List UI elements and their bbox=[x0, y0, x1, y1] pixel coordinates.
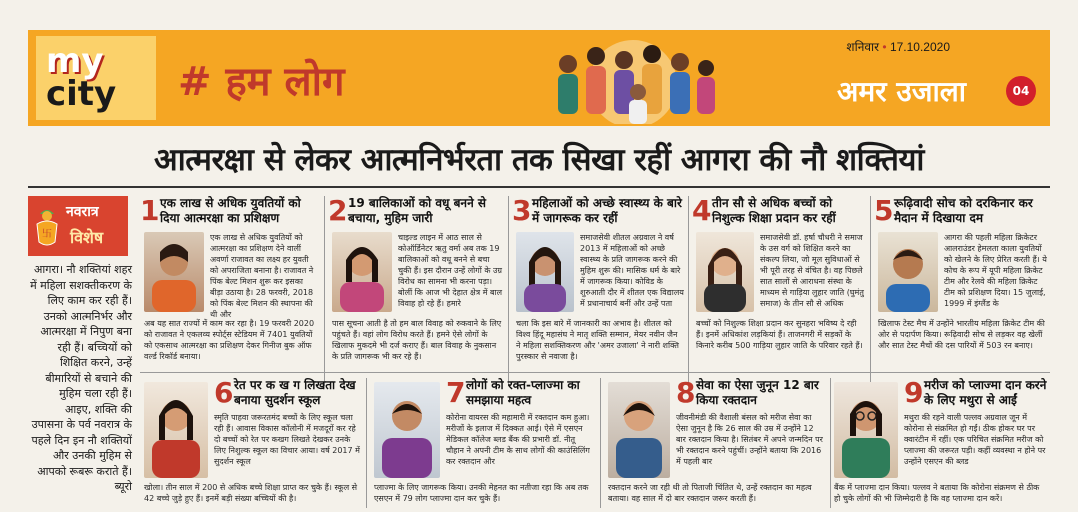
portrait-photo bbox=[516, 232, 574, 312]
portrait-photo bbox=[332, 232, 392, 312]
people-illustration-icon bbox=[538, 34, 728, 124]
article-title: रूढ़िवादी सोच को दरकिनार कर मैदान में दिखाया दम bbox=[894, 196, 1033, 225]
bullet-icon: • bbox=[882, 40, 887, 54]
issue-date: 17.10.2020 bbox=[889, 40, 950, 54]
person-icon bbox=[374, 382, 440, 478]
newspaper-brand: अमर उजाला bbox=[837, 75, 966, 108]
intro-text: आगरा। नौ शक्तियां शहर में महिला सशक्तीकरण के लिए काम कर रही हैं। उनको आत्मनिर्भर और आत्मरक्षा में निपुण बना रही हैं। बच्चियों को शिक्षित करने, उन्हें बीमारियों से बचाने की मुहिम चला रही हैं। आइए, शक्ति की उपासना के पर्व नवरात्र के पहले दिन इन नौ शक्तियों और उनकी मुहिम से आपको रूबरू कराते हैं। ब्यूरो bbox=[30, 263, 132, 493]
article-number: 4 bbox=[692, 196, 712, 227]
section-hashtag: # हम लोग bbox=[178, 59, 345, 105]
column-divider bbox=[688, 196, 689, 386]
article-number: 1 bbox=[140, 196, 160, 227]
column-divider bbox=[324, 196, 325, 386]
navratri-badge bbox=[28, 196, 128, 256]
article-body: कोरोना वायरस की महामारी में रक्तदान कम हुआ। मरीजों के इलाज में दिक्कत आई। ऐसे में एसएन मेडिकल कॉलेज ब्लड बैंक की प्रभारी डॉ. नीतू चौहान ने अपनी टीम के साथ लोगों की काउंसिलिंग कर रक्तदान और bbox=[446, 413, 590, 466]
article-4 bbox=[692, 196, 868, 396]
portrait-photo bbox=[608, 382, 670, 478]
portrait-photo bbox=[834, 382, 898, 478]
article-title: 19 बालिकाओं को वधू बनने से बचाया, मुहिम जारी bbox=[348, 196, 487, 225]
article-title: महिलाओं को अच्छे स्वास्थ्य के बारे में जागरूक कर रहीं bbox=[532, 196, 682, 225]
article-body: चाइल्ड लाइन में आठ साल से कोऑर्डिनेटर ऋतु वर्मा अब तक 19 बालिकाओं को वधू बनने से बचा चुकी हैं। इस दौरान उन्हें लोगों के उग्र विरोध का सामना भी करना पड़ा। बोलीं कि आज भी देहात क्षेत्र में बाल विवाह हो रहे हैं। हमारे bbox=[398, 233, 503, 308]
article-body-cont: बैंक में प्लाज्मा दान किया। पल्लव ने बताया कि कोरोना संक्रमण से ठीक हो चुके लोगों की भी जिम्मेदारी है कि वह प्लाज्मा दान करें। bbox=[834, 483, 1040, 503]
headline-divider bbox=[28, 186, 1050, 188]
article-number: 6 bbox=[214, 378, 234, 409]
main-headline: आत्मरक्षा से लेकर आत्मनिर्भरता तक सिखा रहीं आगरा की नौ शक्तियां bbox=[154, 142, 924, 178]
badge-line2: विशेष bbox=[70, 228, 104, 247]
article-title: एक लाख से अधिक युवतियों को दिया आत्मरक्षा का प्रशिक्षण bbox=[160, 196, 301, 225]
article-number: 5 bbox=[874, 196, 894, 227]
person-icon bbox=[144, 382, 208, 478]
article-title: रेत पर क ख ग लिखता देख बनाया सुदर्शन स्कूल bbox=[234, 378, 356, 407]
article-body: मथुरा की रहने वाली पल्लव अग्रवाल जून में कोरोना से संक्रमित हो गईं। ठीक होकर घर पर क्वारंटीन में रहीं। एक परिचित संक्रमित मरीज को प्लाज्मा की जरूरत पड़ी। कहीं व्यवस्था न होने पर उन्होंने एसएन की ब्लड bbox=[904, 413, 1046, 466]
column-divider bbox=[600, 378, 601, 508]
article-body-cont: अब यह सात राज्यों में काम कर रहा है। 19 फरवरी 2020 को राजावत ने एकलव्य स्पोर्ट्स स्टेडियम में 7401 युवतियों को एकसाथ आत्मरक्षा का प्रशिक्षण देकर गिनीज बुक ऑफ वर्ल्ड रिकॉर्ड बनाया। bbox=[144, 319, 315, 361]
kalash-icon bbox=[32, 204, 62, 248]
person-icon bbox=[878, 232, 938, 312]
portrait-photo bbox=[374, 382, 440, 478]
article-body-cont: प्लाज्मा के लिए जागरूक किया। उनकी मेहनत का नतीजा रहा कि अब तक एसएन में 79 लोग प्लाज्मा दान कर चुके हैं। bbox=[374, 483, 589, 503]
article-title: तीन सौ से अधिक बच्चों को निशुल्क शिक्षा प्रदान कर रहीं bbox=[712, 196, 836, 225]
article-body-cont: बच्चों को निशुल्क शिक्षा प्रदान कर सुनहरा भविष्य दे रही हैं। इनमें अधिकांश लड़कियां हैं। ताजनगरी में सड़कों के किनारे करीब 500 गाड़िया लुहार जाति के परिवार रहते हैं। bbox=[696, 319, 863, 350]
masthead bbox=[28, 30, 1050, 126]
article-body-cont: चला कि इस बारे में जानकारी का अभाव है। शीतल को विश्व हिंदू महासंघ ने मातृ शक्ति सम्मान, मेयर नवीन जैन ने महिला सशक्तिकरण और 'अमर उजाला' ने नारी शक्ति पुरस्कार से नवाजा है। bbox=[516, 319, 679, 361]
person-icon bbox=[608, 382, 670, 478]
person-icon bbox=[144, 232, 204, 312]
dateline bbox=[846, 38, 950, 55]
article-1 bbox=[140, 196, 320, 396]
portrait-photo bbox=[878, 232, 938, 312]
person-icon bbox=[332, 232, 392, 312]
article-3 bbox=[512, 196, 686, 396]
issue-day: शनिवार bbox=[846, 40, 880, 54]
portrait-photo bbox=[696, 232, 754, 312]
article-title: लोगों को रक्त-प्लाज्मा का समझाया महत्व bbox=[466, 378, 580, 407]
article-9 bbox=[834, 378, 1050, 512]
article-body: समाजसेवी डॉ. हर्षा चौधरी ने समाज के उस वर्ग को शिक्षित करने का संकल्प लिया, जो मूल सुविधाओं से भी पूरी तरह से वंचित है। वह पिछले सात सालों से आराधना संस्था के माध्यम से गाड़िया लुहार जाति (घुमंतु समाज) के तीन सौ से अधिक bbox=[760, 233, 864, 308]
article-8 bbox=[604, 378, 826, 512]
article-7 bbox=[370, 378, 596, 512]
column-divider bbox=[870, 196, 871, 386]
column-divider bbox=[366, 378, 367, 508]
portrait-photo bbox=[144, 382, 208, 478]
article-number: 9 bbox=[904, 378, 924, 409]
person-icon bbox=[696, 232, 754, 312]
column-divider bbox=[830, 378, 831, 508]
article-title: सेवा का ऐसा जुनून 12 बार किया रक्तदान bbox=[696, 378, 819, 407]
logo-city: city bbox=[46, 74, 117, 114]
article-6 bbox=[140, 378, 362, 512]
person-icon bbox=[516, 232, 574, 312]
logo-my: my bbox=[46, 41, 104, 81]
article-body-cont: रक्तदान करने जा रही थी तो पिताजी चिंतित थे, उन्हें रक्तदान का महत्व बताया। वह साल में दो बार रक्तदान जरूर करती हैं। bbox=[608, 483, 812, 503]
article-title: मरीज को प्लाज्मा दान करने के लिए मथुरा से आईं bbox=[924, 378, 1047, 407]
article-body-cont: खोला। तीन साल में 200 से अधिक बच्चे शिक्षा प्राप्त कर चुके हैं। स्कूल से 42 बच्चे जुड़े हुए हैं। इनमें बड़ी संख्या बच्चियों की है। bbox=[144, 483, 358, 503]
portrait-photo bbox=[144, 232, 204, 312]
article-body: जीवनीमंडी की वैशाली बंसल को मरीज सेवा का ऐसा जुनून है कि 26 साल की उम्र में उन्होंने 12 बार रक्तदान किया है। सितंबर में अपने जन्मदिन पर भी रक्तदान करने पहुंचीं। उन्होंने बताया कि 2016 में पहली बार bbox=[676, 413, 823, 466]
article-2 bbox=[328, 196, 506, 396]
article-body: स्मृति पाहवा जरूरतमंद बच्चों के लिए स्कूल चला रही हैं। आवास विकास कॉलोनी में मजदूरों कर रहे दो बच्चों को रेत पर कखग लिखते देखकर उनके लिए निशुल्क स्कूल का विचार आया। वर्ष 2017 में सुदर्शन स्कूल bbox=[214, 413, 360, 466]
article-body: आगरा की पहली महिला क्रिकेटर आलराउंडर हेमलता काला युवतियों को खेलने के लिए प्रेरित करती हैं। ये कोच के रूप में यूपी महिला क्रिकेट टीम और रेलवे की महिला क्रिकेट टीम को प्रशिक्षण दिया। 15 जुलाई, 1999 में इंग्लैंड के bbox=[944, 233, 1047, 308]
article-body-cont: खिलाफ टेस्ट मैच में उन्होंने भारतीय महिला क्रिकेट टीम की ओर से पदार्पण किया। रूढ़िवादी सोच से लड़कर वह खेलीं और सात टेस्ट मैचों की दस पारियों में 503 रन बनाए। bbox=[878, 319, 1045, 350]
article-number: 8 bbox=[676, 378, 696, 409]
article-body: समाजसेवी शीतल अग्रवाल ने वर्ष 2013 में महिलाओं को अच्छे स्वास्थ्य के प्रति जागरूक करने की मुहिम शुरू की। मासिक धर्म के बारे में जागरूक किया। कोविड के शुरुआती दौर में शीतल एक विद्यालय में प्रधानाचार्य बनीं और उन्हें पता bbox=[580, 233, 684, 308]
row-divider bbox=[140, 372, 1050, 373]
svg-text:卐: 卐 bbox=[42, 229, 52, 240]
mycity-logo bbox=[36, 36, 156, 120]
badge-line1: नवरात्र bbox=[66, 204, 99, 220]
page-number: 04 bbox=[1006, 76, 1036, 106]
person-icon bbox=[834, 382, 898, 478]
article-number: 3 bbox=[512, 196, 532, 227]
article-body-cont: पास सूचना आती है तो हम बाल विवाह को रुकवाने के लिए पहुंचते हैं। वहां लोग विरोध करते हैं। हमने ऐसे लोगों के खिलाफ मुकदमे भी दर्ज कराए हैं। बाल विवाह के नुकसान के प्रति जागरूक भी कर रहे हैं। bbox=[332, 319, 502, 361]
article-number: 2 bbox=[328, 196, 348, 227]
article-number: 7 bbox=[446, 378, 466, 409]
article-5 bbox=[874, 196, 1050, 396]
article-body: एक लाख से अधिक युवतियों को आत्मरक्षा का प्रशिक्षण देने वालीं अवर्णा राजावत का लक्ष्य हर युवती को अपराजिता बनाना है। राजावत ने पिंक बेल्ट मिशन शुरू कर इसका बीड़ा उठाया है। 28 फरवरी, 2018 को पिंक बेल्ट मिशन की स्थापना की थी और bbox=[210, 233, 314, 319]
column-divider bbox=[508, 196, 509, 386]
